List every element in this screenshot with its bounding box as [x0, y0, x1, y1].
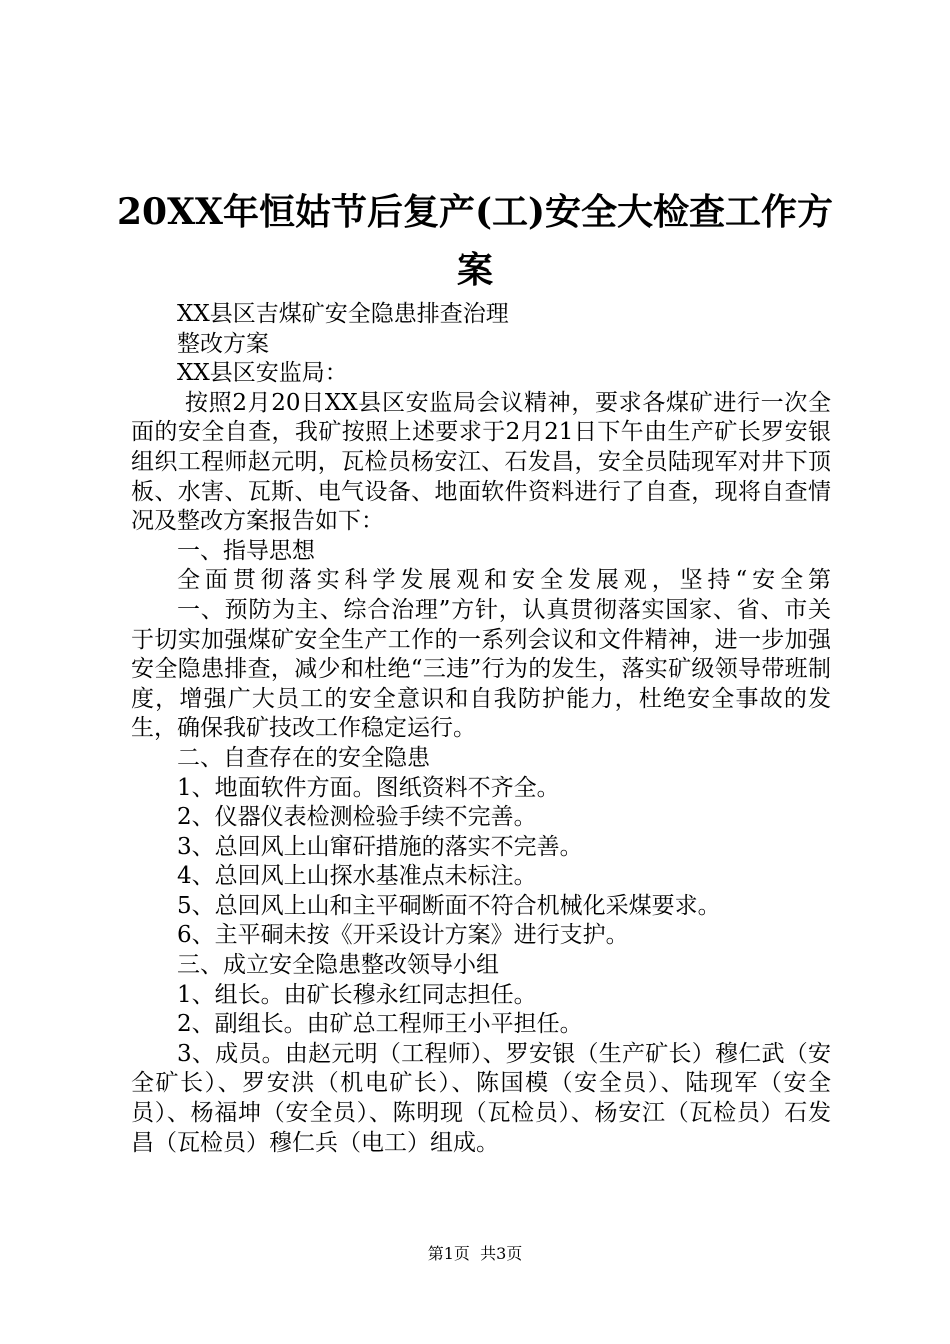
- document-title-line-1: 20XX年恒姑节后复产(工)安全大检查工作方: [116, 191, 834, 233]
- paragraph-subject-line-1: XX县区吉煤矿安全隐患排查治理: [177, 301, 509, 327]
- document-body: [131, 300, 831, 1158]
- page-footer: 第1页 共3页: [427, 1244, 523, 1263]
- list-item: 3、成员。由赵元明（工程师）、罗安银（生产矿长）穆仁武（安全矿长）、罗安洪（机电矿长）、陈国模（安全员）、陆现军（安全员）、杨福坤（安全员）、陈明现（瓦检员）、杨安江（瓦检员）石发昌（瓦检员）穆仁兵（电工）组成。: [131, 1040, 831, 1156]
- list-item: 4、总回风上山探水基准点未标注。: [177, 863, 537, 890]
- section-heading-hazards: 二、自查存在的安全隐患: [177, 744, 430, 771]
- list-item: 1、地面软件方面。图纸资料不齐全。: [177, 774, 560, 801]
- section-heading-leadership-group: 三、成立安全隐患整改领导小组: [177, 952, 499, 979]
- document-title-line-2: 案: [456, 249, 493, 291]
- list-item: 5、总回风上山和主平硐断面不符合机械化采煤要求。: [177, 892, 721, 919]
- list-item: 2、仪器仪表检测检验手续不完善。: [177, 804, 537, 831]
- list-item: 6、主平硐未按《开采设计方案》进行支护。: [177, 922, 629, 949]
- paragraph-guiding-principle-2: 一、预防为主、综合治理”方针，认真贯彻落实国家、省、市关于切实加强煤矿安全生产工作的一系列会议和文件精神，进一步加强安全隐患排查，减少和杜绝“三违”行为的发生，落实矿级领导带班制度，增强广大员工的安全意识和自我防护能力，杜绝安全事故的发生，确保我矿技改工作稳定运行。: [131, 596, 831, 742]
- list-item: 1、组长。由矿长穆永红同志担任。: [177, 981, 537, 1008]
- list-item: 3、总回风上山窜矸措施的落实不完善。: [177, 833, 583, 860]
- paragraph-guiding-principle-1: 全面贯彻落实科学发展观和安全发展观，坚持“安全第: [177, 567, 831, 594]
- paragraph-subject-line-2: 整改方案: [177, 330, 269, 357]
- paragraph-addressee: XX县区安监局：: [177, 360, 348, 387]
- list-item: 2、副组长。由矿总工程师王小平担任。: [177, 1011, 583, 1038]
- section-heading-guiding-principle: 一、指导思想: [177, 537, 315, 564]
- paragraph-intro: 按照2月20日XX县区安监局会议精神，要求各煤矿进行一次全面的安全自查，我矿按照上述要求于2月21日下午由生产矿长罗安银组织工程师赵元明，瓦检员杨安江、石发昌，安全员陆现军对井下顶板、水害、瓦斯、电气设备、地面软件资料进行了自查，现将自查情况及整改方案报告如下：: [131, 389, 831, 535]
